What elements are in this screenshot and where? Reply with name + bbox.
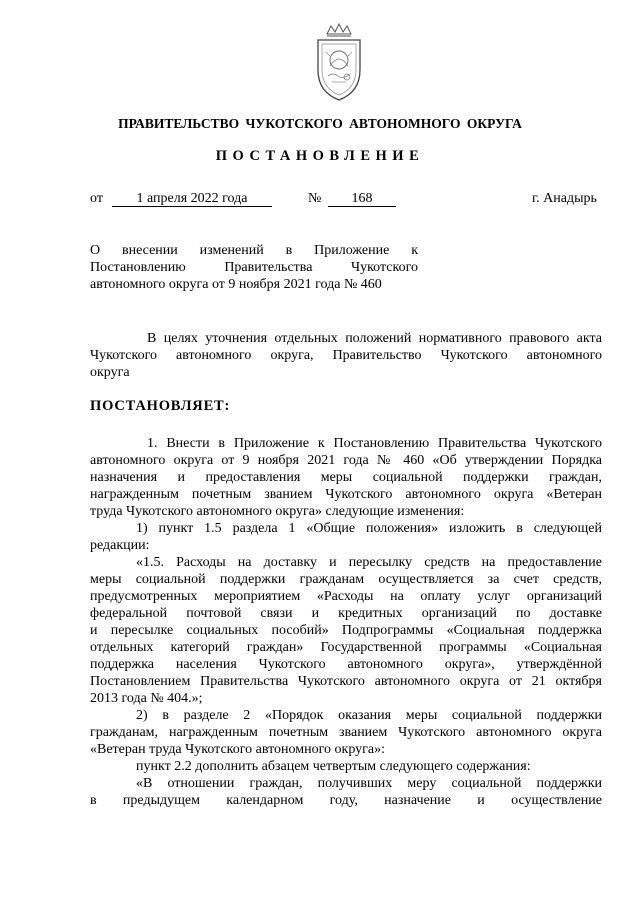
decree-subject	[90, 242, 418, 293]
body-line: 2) в разделе 2 «Порядок оказания меры социальной поддержки	[136, 708, 602, 723]
body-line: предусмотренных мероприятием «Расходы на оплату услуг организаций	[90, 589, 602, 604]
body-line: труда Чукотского автономного округа» следующие изменения:	[90, 504, 465, 519]
decree-body	[90, 435, 602, 809]
preamble-line: округа	[90, 365, 130, 380]
preamble-line: В целях уточнения отдельных положений нормативного правового акта	[147, 331, 602, 346]
body-line: отдельных категорий граждан» Государственной программы «Социальная	[90, 640, 602, 655]
body-line: «1.5. Расходы на доставку и пересылку средств на предоставление	[136, 555, 602, 570]
body-line: в предыдущем календарном году, назначение и осуществление	[90, 793, 602, 808]
body-line: «В отношении граждан, получивших меру социальной поддержки	[136, 776, 602, 791]
body-line: 1. Внести в Приложение к Постановлению Правительства Чукотского	[147, 436, 602, 451]
body-line: «Ветеран труда Чукотского автономного округа»:	[90, 742, 385, 757]
body-line: автономного округа от 9 ноября 2021 года № 460 «Об утверждении Порядка	[90, 453, 602, 468]
resolves-heading: ПОСТАНОВЛЯЕТ:	[90, 398, 231, 414]
body-line: поддержка населения Чукотского автономного округа», утверждённой	[90, 657, 602, 672]
subject-line: Постановлению Правительства Чукотского	[90, 260, 418, 275]
preamble	[90, 330, 602, 381]
decree-number-value: 168	[328, 191, 396, 207]
body-line: меры социальной поддержки гражданам осуществляется за счет средств,	[90, 572, 602, 587]
subject-line: автономного округа от 9 ноября 2021 года № 460	[90, 277, 382, 292]
city: г. Анадырь	[532, 191, 597, 206]
subject-line: О внесении изменений в Приложение к	[90, 243, 418, 258]
body-line: награжденным почетным званием Чукотского автономного округа «Ветеран	[90, 487, 602, 502]
preamble-line: Чукотского автономного округа, Правительство Чукотского автономного	[90, 348, 602, 363]
document-type-title: ПОСТАНОВЛЕНИЕ	[215, 148, 425, 164]
decree-date-value: 1 апреля 2022 года	[112, 191, 272, 207]
body-line: гражданам, награжденным почетным званием Чукотского автономного округа	[90, 725, 602, 740]
body-line: назначения и предоставления меры социальной поддержки граждан,	[90, 470, 602, 485]
decree-number	[328, 191, 396, 207]
body-line: 1) пункт 1.5 раздела 1 «Общие положения» изложить в следующей	[136, 521, 602, 536]
body-line: и пересылке социальных пособий» Подпрограммы «Социальная поддержка	[90, 623, 602, 638]
body-line: 2013 года № 404.»;	[90, 691, 203, 706]
body-line: редакции:	[90, 538, 150, 553]
coat-of-arms-icon	[300, 22, 378, 104]
body-line: федеральной почтовой связи и кредитных организаций по доставке	[90, 606, 602, 621]
body-line: пункт 2.2 дополнить абзацем четвертым следующего содержания:	[136, 759, 531, 774]
government-title: ПРАВИТЕЛЬСТВО ЧУКОТСКОГО АВТОНОМНОГО ОКРУГА	[118, 116, 522, 131]
decree-date	[112, 191, 272, 207]
number-prefix: №	[308, 191, 322, 206]
body-line: Постановлением Правительства Чукотского автономного округа от 21 октября	[90, 674, 602, 689]
date-prefix: от	[90, 191, 103, 206]
